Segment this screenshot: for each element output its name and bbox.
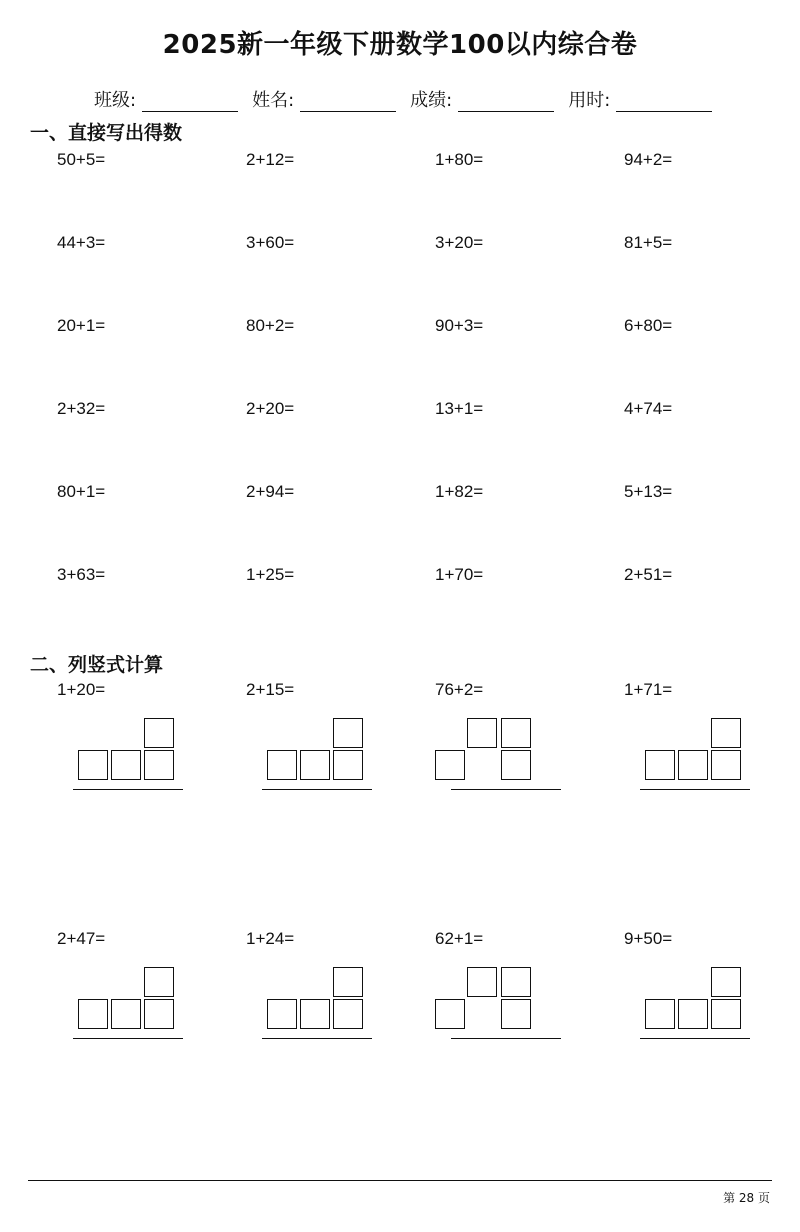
vertical-rule: [640, 789, 750, 790]
oral-problem: 94+2=: [624, 150, 673, 169]
info-time-blank: [616, 92, 712, 112]
oral-problem: 44+3=: [57, 233, 106, 252]
info-time: [568, 86, 712, 112]
info-score: [410, 86, 554, 112]
answer-box[interactable]: [467, 718, 497, 748]
answer-box[interactable]: [501, 718, 531, 748]
footer-divider: [28, 1180, 772, 1181]
oral-problem: 2+20=: [246, 399, 295, 418]
page-number: 第 28 页: [723, 1191, 770, 1205]
answer-box[interactable]: [144, 999, 174, 1029]
student-info-row: [94, 86, 726, 112]
oral-problem: 80+1=: [57, 482, 106, 501]
vertical-problem: 2+15=: [246, 680, 295, 699]
info-score-label: 成绩:: [410, 90, 453, 111]
answer-box[interactable]: [467, 967, 497, 997]
oral-problem: 81+5=: [624, 233, 673, 252]
answer-box[interactable]: [711, 967, 741, 997]
answer-box[interactable]: [678, 999, 708, 1029]
oral-problem: 1+25=: [246, 565, 295, 584]
answer-box[interactable]: [300, 750, 330, 780]
answer-box[interactable]: [111, 999, 141, 1029]
vertical-problem: 2+47=: [57, 929, 106, 948]
answer-box[interactable]: [300, 999, 330, 1029]
vertical-rule: [73, 789, 183, 790]
oral-problem: 90+3=: [435, 316, 484, 335]
answer-box[interactable]: [333, 967, 363, 997]
oral-problem: 50+5=: [57, 150, 106, 169]
answer-box[interactable]: [711, 718, 741, 748]
vertical-problem: 62+1=: [435, 929, 484, 948]
answer-box[interactable]: [267, 999, 297, 1029]
answer-box[interactable]: [144, 967, 174, 997]
vertical-rule: [640, 1038, 750, 1039]
answer-box[interactable]: [333, 750, 363, 780]
answer-box[interactable]: [333, 999, 363, 1029]
info-name-blank: [300, 92, 396, 112]
answer-box[interactable]: [501, 750, 531, 780]
answer-box[interactable]: [678, 750, 708, 780]
info-name: [252, 86, 396, 112]
oral-problem: 1+80=: [435, 150, 484, 169]
vertical-rule: [73, 1038, 183, 1039]
vertical-problem: 1+24=: [246, 929, 295, 948]
oral-problem: 13+1=: [435, 399, 484, 418]
info-class: [94, 86, 238, 112]
vertical-problem: 1+71=: [624, 680, 673, 699]
oral-problem: 2+94=: [246, 482, 295, 501]
answer-box[interactable]: [78, 999, 108, 1029]
answer-box[interactable]: [711, 750, 741, 780]
oral-problem: 1+82=: [435, 482, 484, 501]
oral-problem: 5+13=: [624, 482, 673, 501]
answer-box[interactable]: [144, 750, 174, 780]
answer-box[interactable]: [501, 967, 531, 997]
answer-box[interactable]: [711, 999, 741, 1029]
oral-problem: 3+20=: [435, 233, 484, 252]
oral-problem: 2+12=: [246, 150, 295, 169]
answer-box[interactable]: [645, 999, 675, 1029]
answer-box[interactable]: [144, 718, 174, 748]
page-title: 2025新一年级下册数学100以内综合卷: [162, 30, 638, 60]
oral-problem: 80+2=: [246, 316, 295, 335]
vertical-problem: 1+20=: [57, 680, 106, 699]
vertical-rule: [451, 1038, 561, 1039]
answer-box[interactable]: [267, 750, 297, 780]
vertical-rule: [262, 789, 372, 790]
oral-problem: 3+60=: [246, 233, 295, 252]
oral-problem: 3+63=: [57, 565, 106, 584]
vertical-rule: [451, 789, 561, 790]
oral-problem: 20+1=: [57, 316, 106, 335]
oral-problem: 1+70=: [435, 565, 484, 584]
oral-problem: 2+51=: [624, 565, 673, 584]
answer-box[interactable]: [111, 750, 141, 780]
oral-problem: 4+74=: [624, 399, 673, 418]
answer-box[interactable]: [78, 750, 108, 780]
answer-box[interactable]: [435, 999, 465, 1029]
answer-box[interactable]: [501, 999, 531, 1029]
info-class-blank: [142, 92, 238, 112]
vertical-problem: 9+50=: [624, 929, 673, 948]
oral-problem: 2+32=: [57, 399, 106, 418]
section-1-title: 一、直接写出得数: [30, 122, 183, 144]
section-2-title: 二、列竖式计算: [30, 654, 164, 676]
info-class-label: 班级:: [94, 90, 137, 111]
info-time-label: 用时:: [568, 90, 611, 111]
answer-box[interactable]: [333, 718, 363, 748]
vertical-problem: 76+2=: [435, 680, 484, 699]
vertical-rule: [262, 1038, 372, 1039]
answer-box[interactable]: [645, 750, 675, 780]
info-score-blank: [458, 92, 554, 112]
answer-box[interactable]: [435, 750, 465, 780]
oral-problem: 6+80=: [624, 316, 673, 335]
info-name-label: 姓名:: [252, 90, 295, 111]
